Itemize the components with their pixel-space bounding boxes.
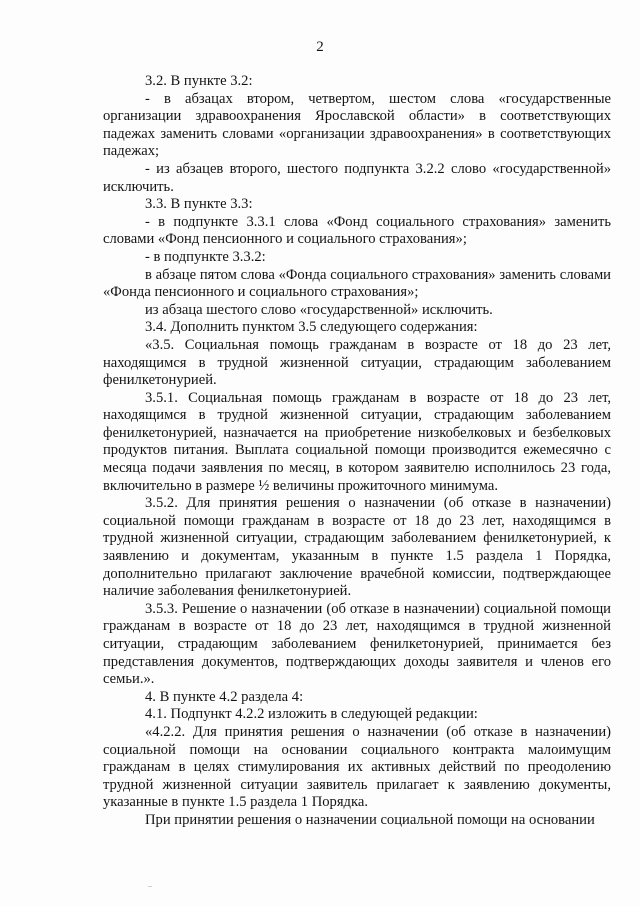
document-body <box>103 73 611 830</box>
paragraph: При принятии решения о назначении социальной помощи на основании <box>145 811 595 828</box>
paragraph: 3.3. В пункте 3.3: <box>145 196 253 213</box>
paragraph: - в абзацах втором, четвертом, шестом слова «государственные организации здравоохранения Ярославской области» в соответствующих падежах заменить словами «организации здравоохранения» в соответствующих падежах; <box>103 90 611 160</box>
paragraph: 3.4. Дополнить пунктом 3.5 следующего содержания: <box>145 319 478 336</box>
paragraph: - в подпункте 3.3.2: <box>145 248 266 265</box>
paragraph: - в подпункте 3.3.1 слова «Фонд социального страхования» заменить словами «Фонд пенсионного и социального страхования»; <box>103 213 611 248</box>
paragraph: в абзаце пятом слова «Фонда социального страхования» заменить словами «Фонда пенсионного и социального страхования»; <box>103 266 611 301</box>
paragraph: из абзаца шестого слово «государственной» исключить. <box>145 301 493 318</box>
paragraph: «3.5. Социальная помощь гражданам в возрасте от 18 до 23 лет, находящимся в трудной жизненной ситуации, страдающим заболеванием фенилкетонурией. <box>103 336 611 389</box>
paragraph: «4.2.2. Для принятия решения о назначении (об отказе в назначении) социальной помощи на основании социального контракта малоимущим гражданам в целях стимулирования их активных действий по преодолению трудной жизненной ситуации заявитель прилагает к заявлению документы, указанные в пункте 1.5 раздела 1 Порядка. <box>103 723 611 811</box>
paragraph: - из абзацев второго, шестого подпункта 3.2.2 слово «государственной» исключить. <box>103 160 611 195</box>
page-number: 2 <box>316 39 324 55</box>
paragraph: 3.5.3. Решение о назначении (об отказе в назначении) социальной помощи гражданам в возрасте от 18 до 23 лет, находящимся в трудной жизненной ситуации, страдающим заболеванием фенилкетонурией, принимается без представления документов, подтверждающих доходы заявителя и членов его семьи.». <box>103 600 611 688</box>
paragraph: 4.1. Подпункт 4.2.2 изложить в следующей редакции: <box>145 706 478 723</box>
paragraph: 3.5.2. Для принятия решения о назначении (об отказе в назначении) социальной помощи гражданам в возрасте от 18 до 23 лет, находящимся в трудной жизненной ситуации, страдающим заболеванием фенилкетонурией, к заявлению и документам, указанным в пункте 1.5 раздела 1 Порядка, дополнительно прилагают заключение врачебной комиссии, подтверждающее наличие заболевания фенилкетонурией. <box>103 495 611 600</box>
paragraph: 3.5.1. Социальная помощь гражданам в возрасте от 18 до 23 лет, находящимся в трудной жизненной ситуации, страдающим заболеванием фенилкетонурией, назначается на приобретение низкобелковых и безбелковых продуктов питания. Выплата социальной помощи производится ежемесячно с месяца подачи заявления по месяц, в котором заявителю исполнилось 23 года, включительно в размере ½ величины прожиточного минимума. <box>103 389 611 494</box>
paragraph: 4. В пункте 4.2 раздела 4: <box>145 688 304 705</box>
paragraph: 3.2. В пункте 3.2: <box>145 73 253 89</box>
scan-speck <box>148 886 152 887</box>
